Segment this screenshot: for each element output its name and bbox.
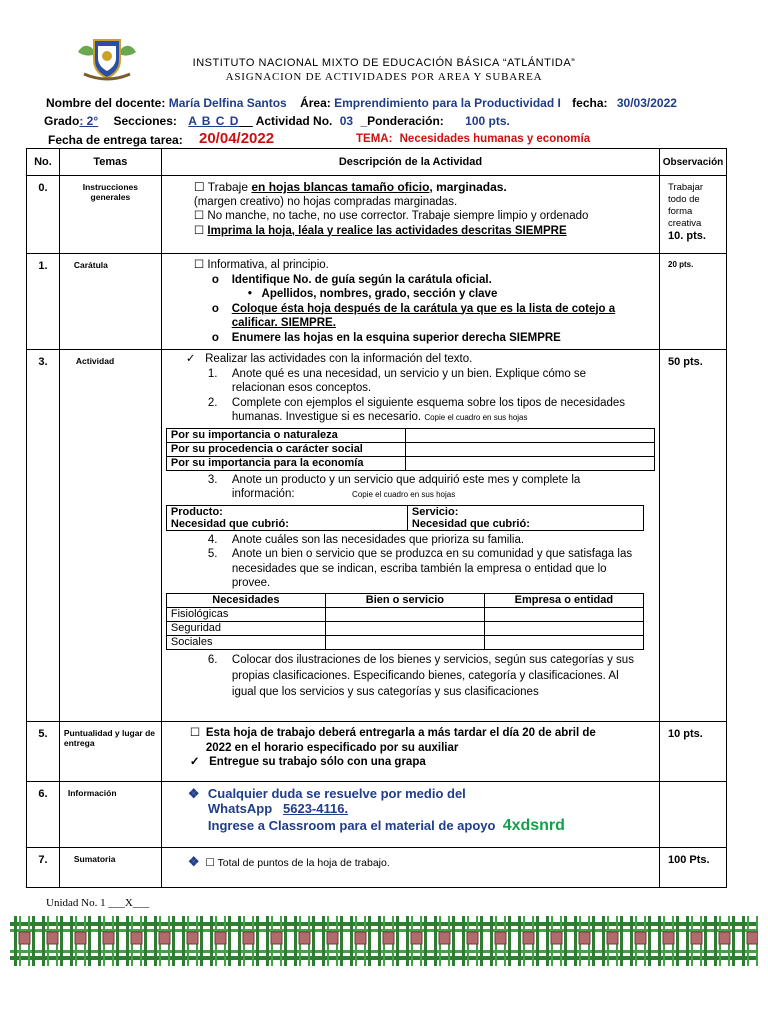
community-needs-table <box>166 593 644 650</box>
header-observacion: Observación <box>660 149 727 176</box>
checkbox-icon: ☐ <box>189 727 201 739</box>
row-observation: Trabajar todo de forma creativa 10. pts. <box>660 176 727 254</box>
row-description: ✓ Realizar las actividades con la información del texto. 1. Anote qué es una necesidad, un servicio y un bien. Explique cómo se relacionan esos conceptos. 2. Complete con ejemplos el siguiente esquema sobre los tipos de necesidades humanas. Investigue si es necesario. Copie el cuadro en sus hojas Por su importancia o naturaleza Por su procedencia o carácter social Por su importancia para la economía 3. Anote un producto y un servicio que adquirió este mes y complete la información: Copie el cuadro en sus hojas Producto: Necesidad que cubrió: Servicio: Necesidad que cubrió: 4. Anote cuáles son las necesidades que prioriza su familia. 5. Anote un bien o servicio que se produzca en su comunidad y que satisfaga las necesidades que se indican, escriba también la empresa o entidad que lo provee. Necesidades Bien o servicio Empresa o entidad Fisiológicas Seguridad Sociales 6. Colocar dos ilustraciones de los bienes y servicios, según sus categorías y sus propias clasificaciones. Especificando bienes, categoría y clasificaciones. Al igual que los servicios y sus categorías y sus clasificaciones <box>161 350 659 722</box>
table-row <box>27 350 727 722</box>
table-row <box>27 722 727 782</box>
row-tema: Sumatoria <box>59 848 161 888</box>
row-number: 6. <box>27 782 60 848</box>
checkbox-icon: ☐ <box>193 180 205 194</box>
row-number: 1. <box>27 254 60 350</box>
actividad-label: Actividad No. <box>255 114 333 128</box>
check-icon: ✓ <box>185 353 196 365</box>
row-observation: 100 Pts. <box>660 848 727 888</box>
header-descripcion: Descripción de la Actividad <box>161 149 659 176</box>
tema-value: Necesidades humanas y economía <box>399 133 591 145</box>
row-observation: 10 pts. <box>660 722 727 782</box>
area-label: Área: <box>300 96 331 110</box>
row-description: ☐ Informativa, al principio. o Identifique No. de guía según la carátula oficial. • Apellidos, nombres, grado, sección y clave o Coloque ésta hoja después de la carátula ya que es la lista de cotejo a calificar. SIEMPRE. o Enumere las hojas en la esquina superior derecha SIEMPRE <box>161 254 659 350</box>
table-row <box>27 254 727 350</box>
diamond-bullet-icon: ❖ <box>187 854 200 869</box>
row-observation: 20 pts. <box>660 254 727 350</box>
grado-value: : 2° <box>79 114 99 128</box>
row-number: 5. <box>27 722 60 782</box>
document-subtitle: ASIGNACION DE ACTIVIDADES POR AREA Y SUBAREA <box>225 71 543 83</box>
docente-value: María Delfina Santos <box>168 96 287 110</box>
unidad-label: Unidad No. 1 ___X___ <box>46 897 150 909</box>
table-header-cell: Empresa o entidad <box>484 593 643 607</box>
grado-label: Grado <box>44 114 80 128</box>
table-cell: Seguridad <box>166 621 325 635</box>
product-service-table <box>166 505 644 531</box>
secciones-label: Secciones: <box>113 114 177 128</box>
row-description: ☐ Trabaje en hojas blancas tamaño oficio, marginadas. (margen creativo) no hojas compradas marginadas. ☐ No manche, no tache, no use corrector. Trabaje siempre limpio y ordenado ☐ Imprima la hoja, léala y realice las actividades descritas SIEMPRE <box>161 176 659 254</box>
grado-line: Grado: 2° Secciones: A B C D Actividad No. 03 _Ponderación: 100 pts. <box>44 114 510 128</box>
table-cell: Producto: Necesidad que cubrió: <box>166 505 407 530</box>
row-number: 3. <box>27 350 60 722</box>
entrega-value: 20/04/2022 <box>199 130 275 147</box>
checkbox-icon: ☐ <box>193 210 205 222</box>
fecha-value: 30/03/2022 <box>616 96 677 110</box>
row-number: 0. <box>27 176 60 254</box>
needs-types-table <box>166 428 655 471</box>
docente-label: Nombre del docente: <box>46 96 166 110</box>
table-cell <box>405 428 654 442</box>
table-cell: Por su importancia o naturaleza <box>166 428 405 442</box>
table-header-cell: Bien o servicio <box>325 593 484 607</box>
table-header-row <box>27 149 727 176</box>
decorative-border <box>10 912 758 970</box>
table-header-cell: Necesidades <box>166 593 325 607</box>
entrega-label: Fecha de entrega tarea: <box>48 133 183 147</box>
table-row <box>27 782 727 848</box>
tema-label: TEMA: <box>356 133 393 145</box>
row-description: ❖ ☐ Total de puntos de la hoja de trabajo. <box>161 848 659 888</box>
table-row <box>27 848 727 888</box>
row-description: ❖ Cualquier duda se resuelve por medio del WhatsApp 5623-4116. Ingrese a Classroom para el material de apoyo 4xdsnrd <box>161 782 659 848</box>
whatsapp-number[interactable]: 5623-4116. <box>283 801 349 816</box>
area-value: Emprendimiento para la Productividad I <box>334 96 561 110</box>
ponderacion-label: Ponderación: <box>367 114 444 128</box>
secciones-value: A B C D <box>188 114 240 128</box>
institution-name: INSTITUTO NACIONAL MIXTO DE EDUCACIÓN BÁSICA “ATLÁNTIDA” <box>192 57 576 69</box>
table-cell <box>405 442 654 456</box>
row-tema: Carátula <box>59 254 161 350</box>
row-tema: Instrucciones generales <box>59 176 161 254</box>
docente-line <box>46 96 677 110</box>
row-observation: 50 pts. <box>660 350 727 722</box>
table-cell: Fisiológicas <box>166 607 325 621</box>
checkbox-icon: ☐ <box>193 259 205 271</box>
table-cell: Sociales <box>166 635 325 649</box>
row-tema: Información <box>59 782 161 848</box>
checkbox-icon: ☐ <box>193 224 205 237</box>
row-tema: Puntualidad y lugar de entrega <box>59 722 161 782</box>
table-cell: Por su procedencia o carácter social <box>166 442 405 456</box>
checkbox-icon: ☐ <box>205 857 215 869</box>
table-cell: Por su importancia para la economía <box>166 456 405 470</box>
check-icon: ✓ <box>189 756 200 768</box>
actividad-value: 03 <box>339 114 354 128</box>
entrega-line <box>48 133 183 147</box>
header-no: No. <box>27 149 60 176</box>
row-tema: Actividad <box>59 350 161 722</box>
activities-table <box>26 148 727 888</box>
ponderacion-value: 100 pts. <box>465 114 510 128</box>
table-row <box>27 176 727 254</box>
classroom-code: 4xdsnrd <box>502 817 565 834</box>
table-cell <box>405 456 654 470</box>
table-cell: Servicio: Necesidad que cubrió: <box>407 505 643 530</box>
fecha-label: fecha: <box>572 96 608 110</box>
tema-line <box>356 133 590 145</box>
row-number: 7. <box>27 848 60 888</box>
row-description: ☐ Esta hoja de trabajo deberá entregarla a más tardar el día 20 de abril de 2022 en el horario especificado por su auxiliar ✓ Entregue su trabajo sólo con una grapa <box>161 722 659 782</box>
diamond-bullet-icon: ❖ <box>187 786 200 801</box>
row-observation <box>660 782 727 848</box>
header-temas: Temas <box>59 149 161 176</box>
